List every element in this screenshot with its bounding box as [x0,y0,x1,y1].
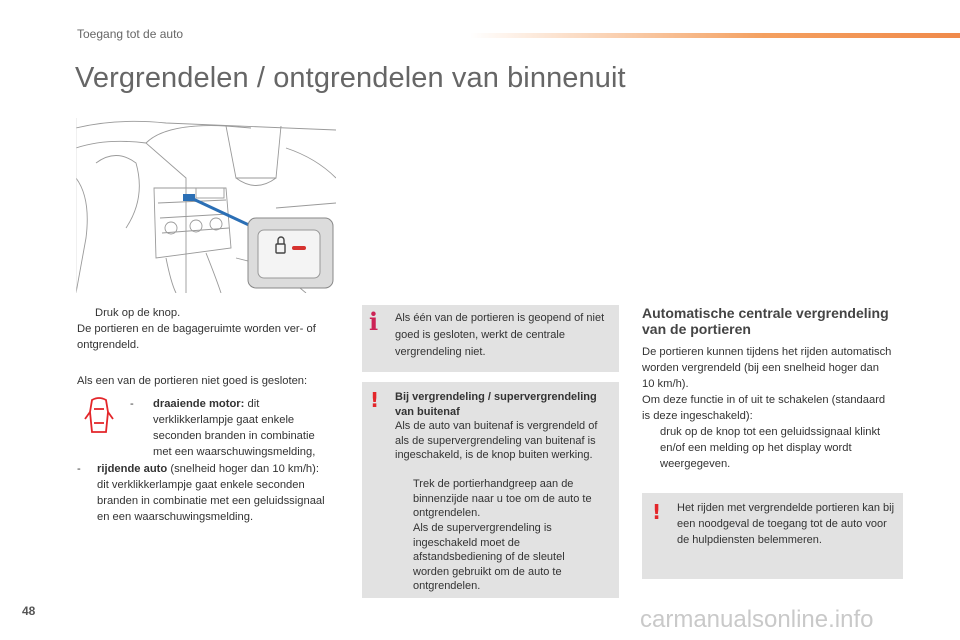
section-heading: Automatische centrale vergrendeling van de portieren [642,305,889,337]
warning-title: Bij vergrendeling / supervergrendeling van buitenaf [395,391,597,418]
door-open-warning-icon [84,397,114,435]
dashboard-illustration [76,118,336,293]
header-accent-bar [470,33,960,38]
item-driving [97,461,327,525]
step-description: De portieren en de bagageruimte worden ver- of ontgrendeld. [77,323,316,351]
item1-text: dit verklikkerlampje gaat enkele seconden branden in combinatie met een waarschuwingsmelding, [153,398,316,458]
warning-text: Als de auto van buitenaf is vergrendeld of als de supervergrendeling van buitenaf is ingeschakeld, is de knop buiten werking. [395,420,598,461]
page-title: Vergrendelen / ontgrendelen van binnenuit [75,62,626,94]
item1-bold: draaiende motor: [153,398,245,410]
dashboard-drawing [76,118,336,293]
auto-lock-description: De portieren kunnen tijdens het rijden automatisch worden vergrendeld (bij een snelheid hoger dan 10 km/h). [642,346,892,390]
warning-bullet-1: Trek de portierhandgreep aan de binnenzijde naar u toe om de auto te ontgrendelen. [413,478,592,519]
right-warning-icon: ! [652,500,662,524]
toggle-bullet: druk op de knop tot een geluidssignaal klinkt en/of een melding op het display wordt weergegeven. [660,426,881,470]
watermark: carmanualsonline.info [640,606,874,633]
warning-icon: ! [370,388,380,412]
info-icon: i [369,307,379,336]
right-warning-text: Het rijden met vergrendelde portieren kan bij een noodgeval de toegang tot de auto voor de hulpdiensten belemmeren. [677,502,895,546]
warning-intro: Als een van de portieren niet goed is gesloten: [77,375,308,387]
toggle-instruction: Om deze functie in of uit te schakelen (standaard is deze ingeschakeld): [642,394,886,422]
page-number: 48 [22,604,36,618]
item1-dash: - [130,398,134,410]
section-label: Toegang tot de auto [77,27,184,41]
info-text: Als één van de portieren is geopend of niet goed is gesloten, werkt de centrale vergrendeling niet. [395,312,605,358]
step-press-button: Druk op de knop. [95,307,181,319]
item2-text: (snelheid hoger dan 10 km/h): dit verklikkerlampje gaat enkele seconden branden in combinatie met een geluidssignaal en een waarschuwingsmelding. [97,463,325,523]
warning-bullet-2: Als de supervergrendeling is ingeschakeld moet de afstandsbediening of de sleutel worden gebruikt om de auto te ontgrendelen. [413,522,565,592]
item2-dash: - [77,463,81,475]
item-running-engine [153,396,335,460]
lock-button-detail [248,218,333,288]
item2-bold: rijdende auto [97,463,168,475]
